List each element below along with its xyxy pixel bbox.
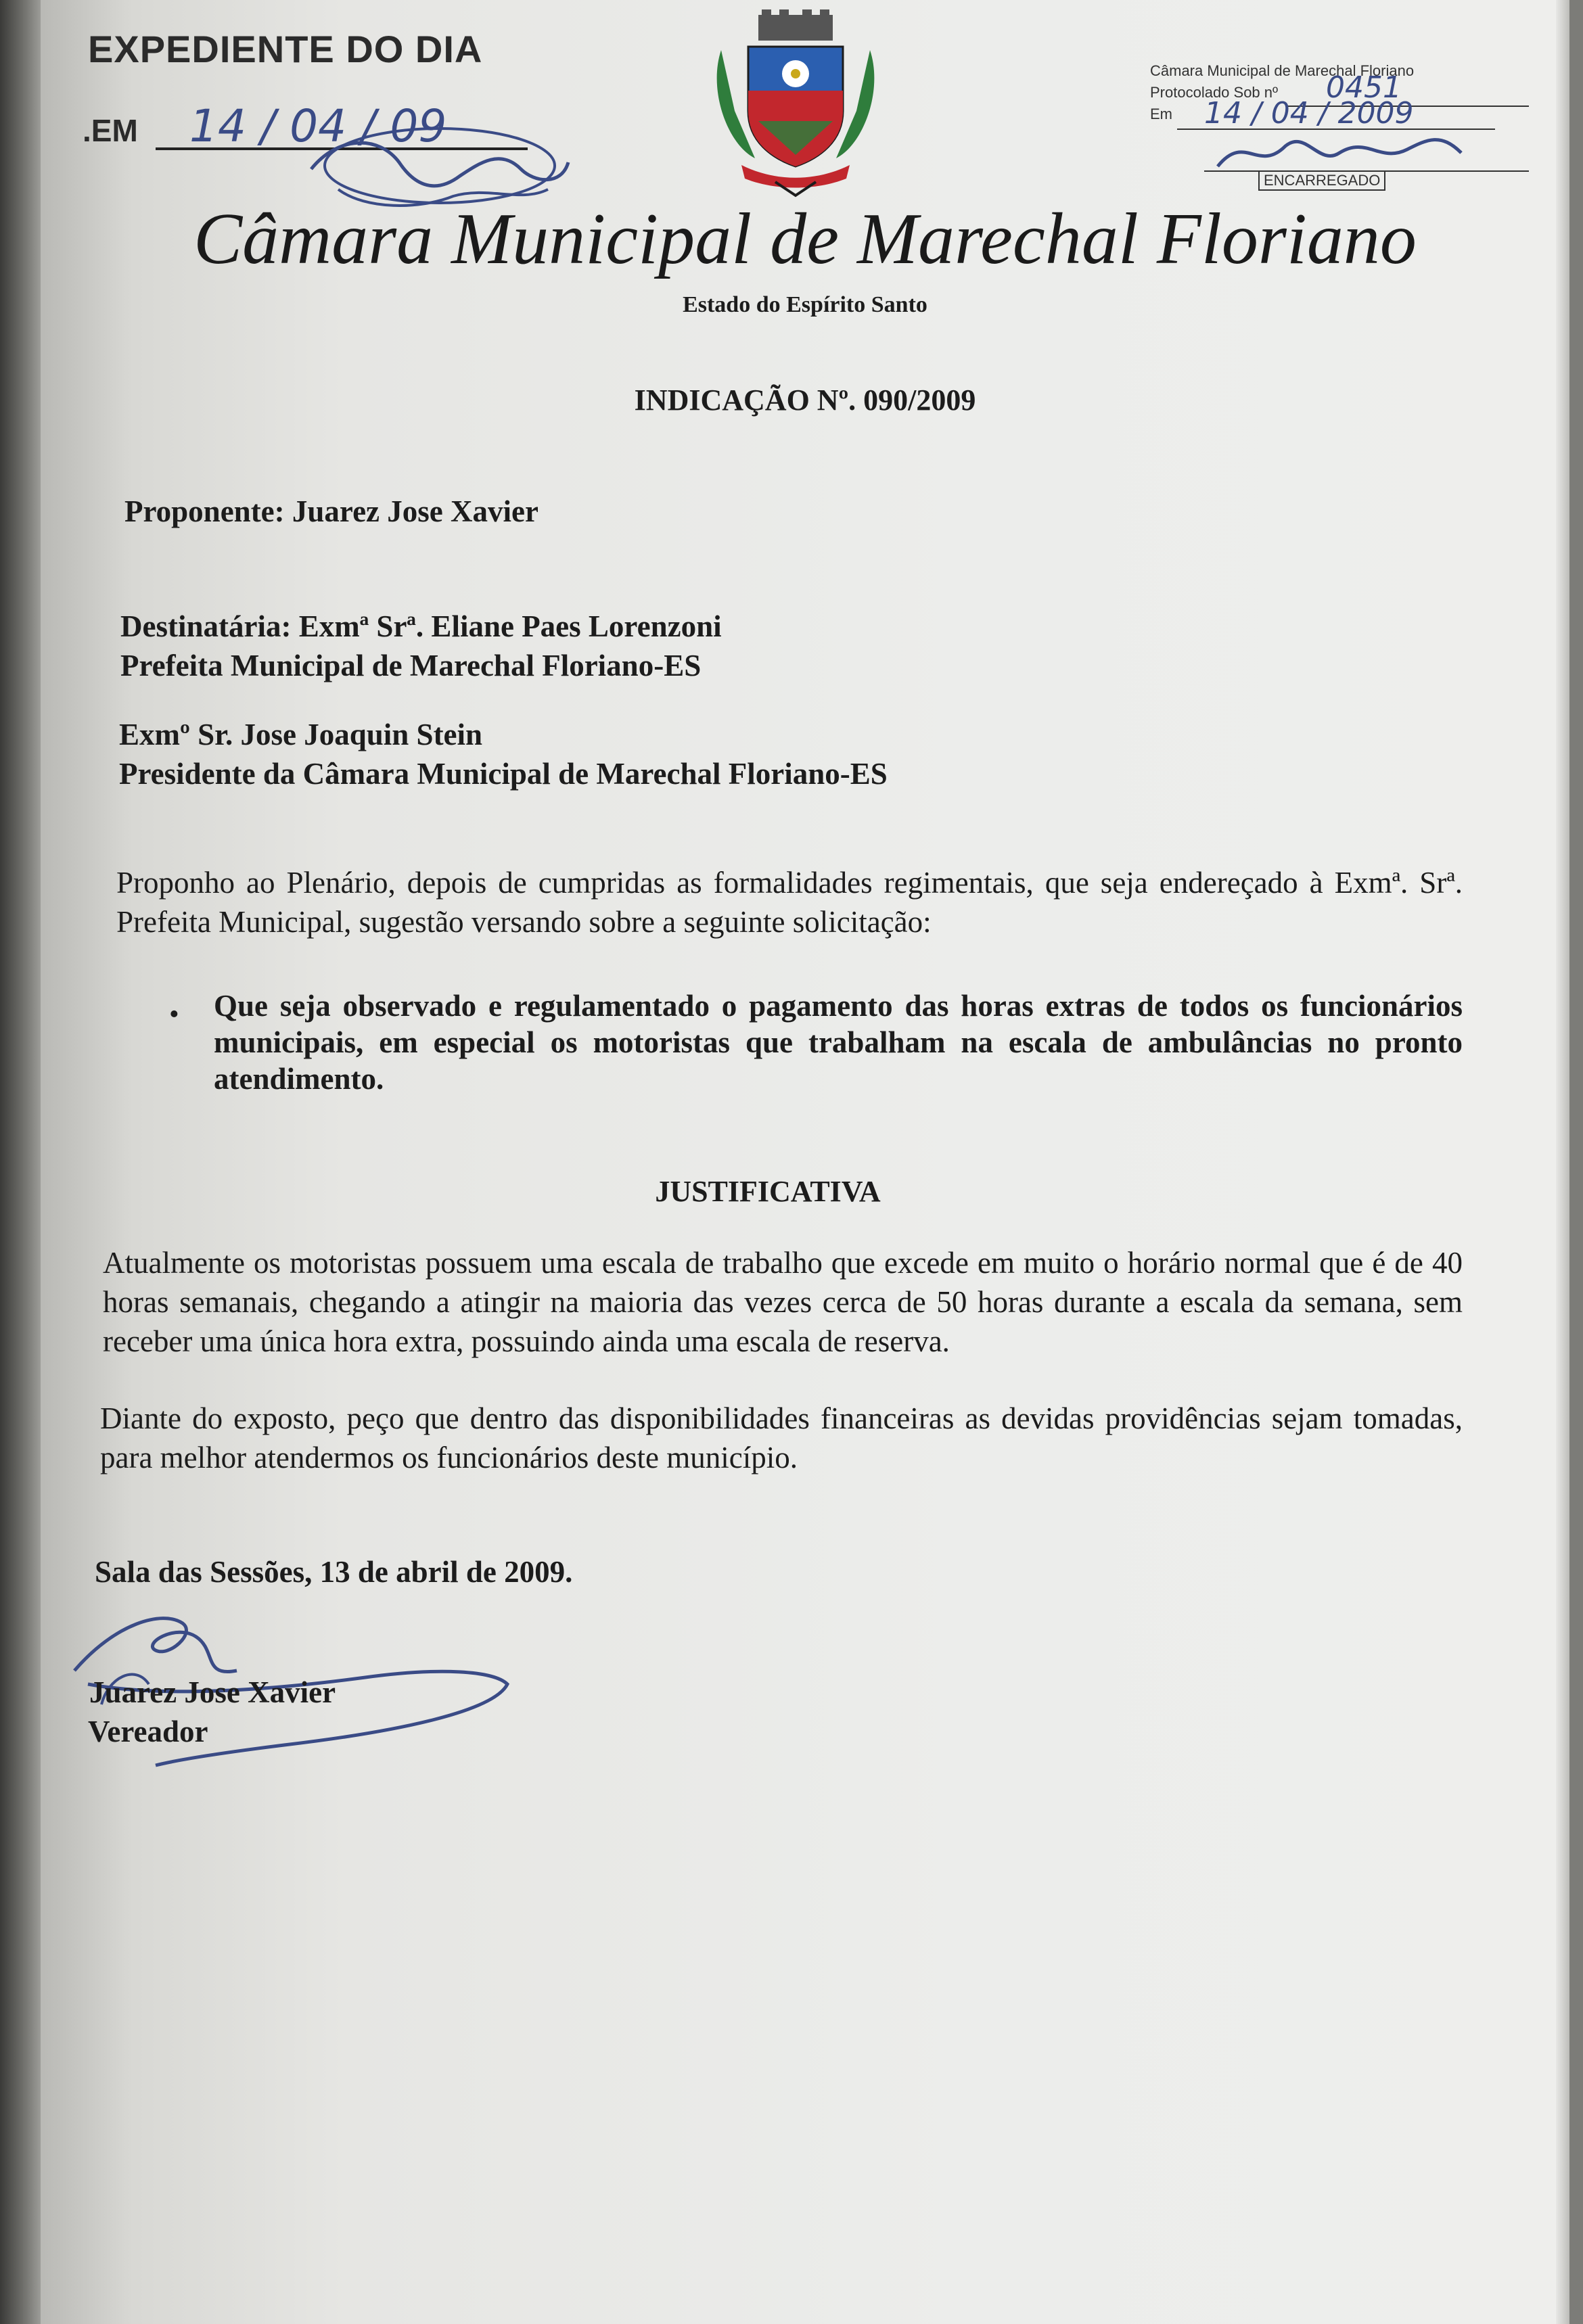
protocol-line1: Câmara Municipal de Marechal Floriano <box>1150 62 1415 79</box>
justification-paragraph-1: Atualmente os motoristas possuem uma escala de trabalho que excede em muito o horário normal que é de 40 horas semanais, chegando a atingir na maioria das vezes cerca de 50 horas durante a escala da semana, sem receber uma única hora extra, possuindo ainda uma escala de reserva. <box>103 1246 1463 1358</box>
request-bullet: Que seja observado e regulamentado o pagamento das horas extras de todos os funcionários municipais, em especial os motoristas que trabalham na escala de ambulâncias no pronto atendimento. <box>214 989 1463 1096</box>
stamp-handwritten-date: 14 / 04 / 09 <box>189 100 447 152</box>
protocol-date-value: 14 / 04 / 2009 <box>1204 96 1414 131</box>
binding-gutter <box>0 0 41 2324</box>
stamp-title: EXPEDIENTE DO DIA <box>88 28 483 70</box>
president-line2: Presidente da Câmara Municipal de Marechal Floriano-ES <box>119 757 888 791</box>
municipal-coat-of-arms <box>694 9 897 199</box>
justification-paragraph-2: Diante do exposto, peço que dentro das disponibilidades financeiras as devidas providências sejam tomadas, para melhor atendermos os funcionários deste município. <box>100 1401 1463 1474</box>
president-line1: Exmº Sr. Jose Joaquin Stein <box>119 718 483 751</box>
page-edge <box>1556 0 1569 2324</box>
chamber-title: Câmara Municipal de Marechal Floriano <box>193 199 1417 279</box>
bullet-dot: • <box>169 999 179 1030</box>
signer-role: Vereador <box>88 1715 208 1748</box>
signer-name: Juarez Jose Xavier <box>89 1675 336 1709</box>
protocol-number-label: Protocolado Sob nº <box>1150 84 1279 101</box>
place-and-date: Sala das Sessões, 13 de abril de 2009. <box>95 1555 573 1589</box>
proponent-line: Proponente: Juarez Jose Xavier <box>124 494 538 528</box>
intro-paragraph: Proponho ao Plenário, depois de cumpridas as formalidades regimentais, que seja endereçado à Exmª. Srª. Prefeita Municipal, sugestão versando sobre a seguinte solicitação: <box>116 866 1463 939</box>
protocol-footer-label: ENCARREGADO <box>1258 170 1385 191</box>
document-page <box>41 0 1569 2324</box>
recipient-line2: Prefeita Municipal de Marechal Floriano-ES <box>120 649 702 682</box>
protocol-date-label: Em <box>1150 106 1172 122</box>
document-number: INDICAÇÃO Nº. 090/2009 <box>634 384 976 417</box>
protocol-number-value: 0451 <box>1326 70 1402 105</box>
justification-title: JUSTIFICATIVA <box>655 1175 881 1208</box>
recipient-line1: Destinatária: Exmª Srª. Eliane Paes Lorenzoni <box>120 609 722 643</box>
state-subtitle: Estado do Espírito Santo <box>683 292 927 317</box>
stamp-em-label: .EM <box>83 113 138 148</box>
